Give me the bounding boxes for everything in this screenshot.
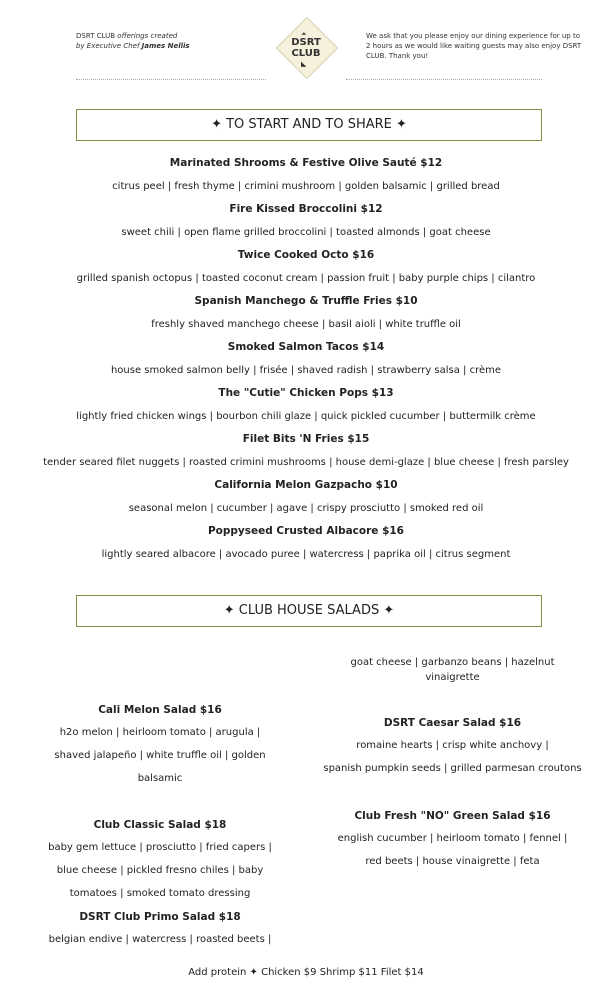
menu-item-description: lightly fried chicken wings | bourbon chili glaze | quick pickled cucumber | buttermilk crème xyxy=(76,411,536,422)
salad-description: romaine hearts | crisp white anchovy | xyxy=(356,740,549,751)
menu-item-name: Filet Bits 'N Fries $15 xyxy=(242,433,370,445)
salad-name: Club Fresh "NO" Green Salad $16 xyxy=(354,810,551,822)
menu-item-name: Marinated Shrooms & Festive Olive Sauté $12 xyxy=(169,157,443,169)
salad-name: DSRT Club Primo Salad $18 xyxy=(79,911,241,923)
mountain-icon: ⏶ xyxy=(301,30,307,38)
add-protein-note: Add protein ✦ Chicken $9 Shrimp $11 Filet $14 xyxy=(188,967,424,978)
divider xyxy=(76,79,266,80)
menu-item-name: Twice Cooked Octo $16 xyxy=(237,249,375,261)
dsrt-club-logo xyxy=(276,17,336,77)
salad-description: baby gem lettuce | prosciutto | fried capers | xyxy=(48,842,272,853)
section-header-start: ✦ TO START AND TO SHARE ✦ xyxy=(76,109,542,141)
menu-item-description: seasonal melon | cucumber | agave | crispy prosciutto | smoked red oil xyxy=(128,503,484,514)
salad-description: vinaigrette xyxy=(425,672,480,683)
credit-text: offerings created xyxy=(117,32,178,40)
salad-description: tomatoes | smoked tomato dressing xyxy=(69,888,251,899)
divider xyxy=(346,79,542,80)
menu-item-name: Smoked Salmon Tacos $14 xyxy=(227,341,385,353)
salad-description: blue cheese | pickled fresno chiles | baby xyxy=(56,865,264,876)
menu-item-name: Poppyseed Crusted Albacore $16 xyxy=(207,525,404,537)
salad-name: Cali Melon Salad $16 xyxy=(98,704,222,716)
salad-description: red beets | house vinaigrette | feta xyxy=(365,856,540,867)
logo-text: DSRT xyxy=(291,37,321,48)
menu-item-description: citrus peel | fresh thyme | crimini mushroom | golden balsamic | grilled bread xyxy=(112,181,500,192)
salad-name: Club Classic Salad $18 xyxy=(93,819,227,831)
credit-text: DSRT CLUB xyxy=(76,32,118,40)
salad-description: h2o melon | heirloom tomato | arugula | xyxy=(59,727,261,738)
menu-item-description: lightly seared albacore | avocado puree | watercress | paprika oil | citrus segment xyxy=(101,549,511,560)
bird-icon: ◣ xyxy=(301,60,307,68)
salad-name: DSRT Caesar Salad $16 xyxy=(383,717,522,729)
section-header-salads: ✦ CLUB HOUSE SALADS ✦ xyxy=(76,595,542,627)
menu-item-description: tender seared filet nuggets | roasted crimini mushrooms | house demi-glaze | blue cheese | fresh parsley xyxy=(43,457,569,468)
menu-item-name: The "Cutie" Chicken Pops $13 xyxy=(218,387,394,399)
menu-item-name: Fire Kissed Broccolini $12 xyxy=(229,203,383,215)
menu-item-description: sweet chili | open flame grilled broccolini | toasted almonds | goat cheese xyxy=(121,227,491,238)
salad-description: shaved jalapeño | white truffle oil | golden xyxy=(54,750,266,761)
chef-name: James Nellis xyxy=(141,42,190,50)
credit-text: by Executive Chef xyxy=(76,42,142,50)
salad-description: goat cheese | garbanzo beans | hazelnut xyxy=(350,657,555,668)
logo-text: CLUB xyxy=(291,48,321,59)
salad-description: spanish pumpkin seeds | grilled parmesan croutons xyxy=(323,763,582,774)
menu-item-name: California Melon Gazpacho $10 xyxy=(214,479,398,491)
dining-notice: We ask that you please enjoy our dining experience for up to 2 hours as we would like waiting guests may also enjoy DSRT CLUB. Thank you! xyxy=(366,32,582,60)
menu-item-description: grilled spanish octopus | toasted coconut cream | passion fruit | baby purple chips | cilantro xyxy=(76,273,536,284)
salad-description: belgian endive | watercress | roasted beets | xyxy=(48,934,272,945)
menu-item-name: Spanish Manchego & Truffle Fries $10 xyxy=(194,295,418,307)
salad-description: english cucumber | heirloom tomato | fennel | xyxy=(337,833,568,844)
menu-item-description: house smoked salmon belly | frisée | shaved radish | strawberry salsa | crème xyxy=(110,365,502,376)
menu-item-description: freshly shaved manchego cheese | basil aioli | white truffle oil xyxy=(151,319,461,330)
salad-description: balsamic xyxy=(137,773,183,784)
chef-credit xyxy=(76,31,190,51)
